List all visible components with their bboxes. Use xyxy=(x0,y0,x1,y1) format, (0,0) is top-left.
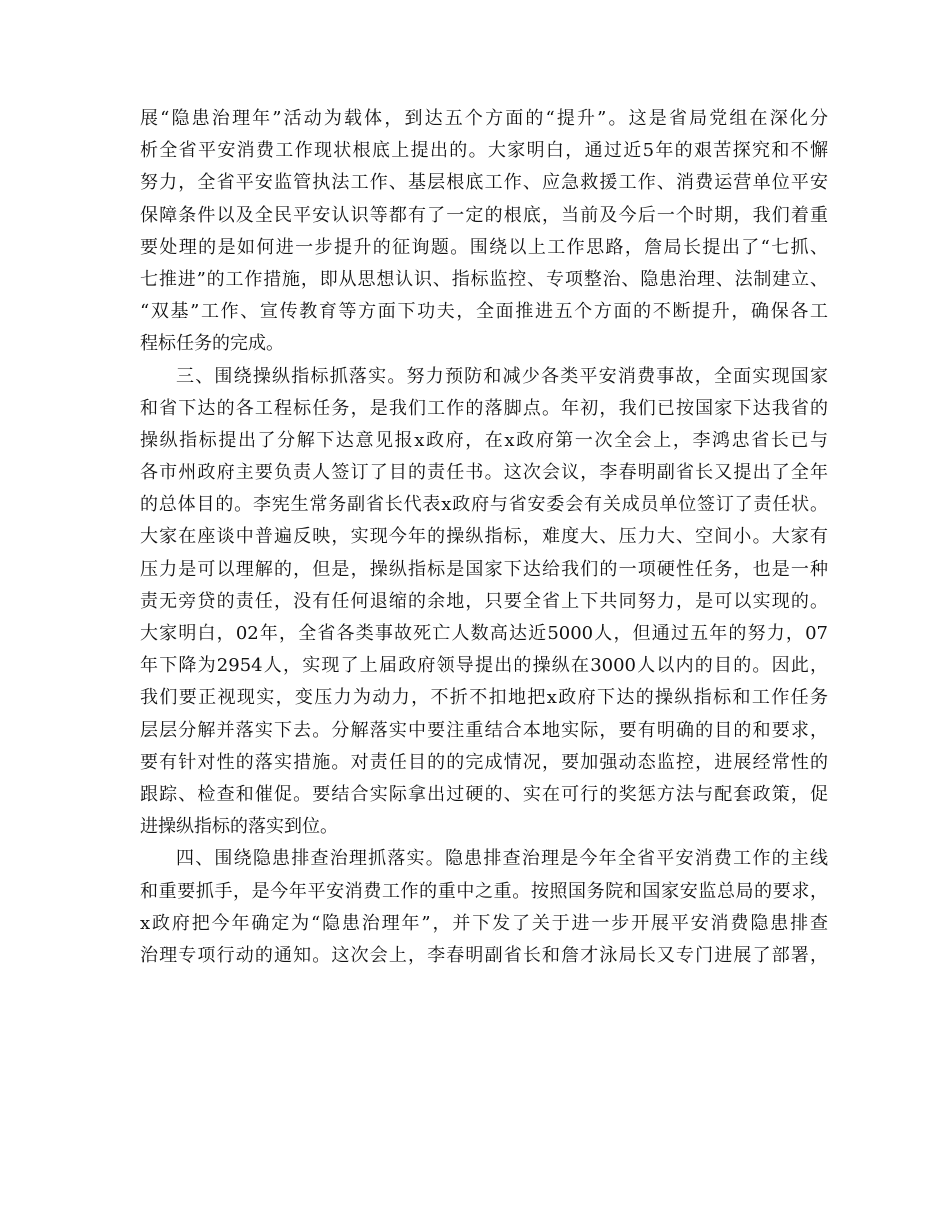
text-line: 我们要正视现实，变压力为动力，不折不扣地把x政府下达的操纵指标和工作任务 xyxy=(140,687,828,709)
text-line: 要有针对性的落实措施。对责任目的的完成情况，要加强动态监控，进展经常性的 xyxy=(140,751,828,773)
text-line: 压力是可以理解的，但是，操纵指标是国家下达给我们的一项硬性任务，也是一种 xyxy=(140,558,828,580)
text-line: 三、围绕操纵指标抓落实。努力预防和减少各类平安消费事故，全面实现国家 xyxy=(176,365,828,387)
text-line: 责无旁贷的责任，没有任何退缩的余地，只要全省上下共同努力，是可以实现的。 xyxy=(140,590,828,612)
text-line: 四、围绕隐患排查治理抓落实。隐患排查治理是今年全省平安消费工作的主线 xyxy=(176,848,828,870)
text-line: 治理专项行动的通知。这次会上，李春明副省长和詹才泳局长又专门进展了部署， xyxy=(140,944,828,966)
paragraph-1 xyxy=(140,103,828,361)
text-line: 和重要抓手，是今年平安消费工作的重中之重。按照国务院和国家安监总局的要求， xyxy=(140,880,828,902)
paragraph-3 xyxy=(140,843,828,972)
text-line: 年下降为2954人，实现了上届政府领导提出的操纵在3000人以内的目的。因此， xyxy=(140,655,828,677)
text-line: 大家在座谈中普遍反映，实现今年的操纵指标，难度大、压力大、空间小。大家有 xyxy=(140,526,828,548)
text-line: 的总体目的。李宪生常务副省长代表x政府与省安委会有关成员单位签订了责任状。 xyxy=(140,494,828,516)
text-line: 保障条件以及全民平安认识等都有了一定的根底，当前及今后一个时期，我们着重 xyxy=(140,204,828,226)
document-page xyxy=(140,103,828,972)
text-line: 展“隐患治理年”活动为载体，到达五个方面的“提升”。这是省局党组在深化分 xyxy=(140,108,828,129)
text-line: 层层分解并落实下去。分解落实中要注重结合本地实际，要有明确的目的和要求， xyxy=(140,719,828,741)
text-line: 程标任务的完成。 xyxy=(140,333,284,355)
text-line: 和省下达的各工程标任务，是我们工作的落脚点。年初，我们已按国家下达我省的 xyxy=(140,397,828,419)
text-line: x政府把今年确定为“隐患治理年”，并下发了关于进一步开展平安消费隐患排查 xyxy=(140,912,828,934)
text-line: 努力，全省平安监管执法工作、基层根底工作、应急救援工作、消费运营单位平安 xyxy=(140,172,828,194)
text-line: 操纵指标提出了分解下达意见报x政府，在x政府第一次全会上，李鸿忠省长已与 xyxy=(140,429,828,451)
text-line: 各市州政府主要负责人签订了目的责任书。这次会议，李春明副省长又提出了全年 xyxy=(140,462,828,484)
text-line: 大家明白，02年，全省各类事故死亡人数高达近5000人，但通过五年的努力，07 xyxy=(140,623,828,644)
paragraph-2 xyxy=(140,361,828,844)
text-line: 析全省平安消费工作现状根底上提出的。大家明白，通过近5年的艰苦探究和不懈 xyxy=(140,140,828,162)
text-line: 跟踪、检查和催促。要结合实际拿出过硬的、实在可行的奖惩方法与配套政策，促 xyxy=(140,783,828,805)
text-line: 七推进”的工作措施，即从思想认识、指标监控、专项整治、隐患治理、法制建立、 xyxy=(140,268,828,290)
text-line: 要处理的是如何进一步提升的征询题。围绕以上工作思路，詹局长提出了“七抓、 xyxy=(140,236,828,258)
text-line: “双基”工作、宣传教育等方面下功夫，全面推进五个方面的不断提升，确保各工 xyxy=(140,301,828,323)
text-line: 进操纵指标的落实到位。 xyxy=(140,816,338,838)
